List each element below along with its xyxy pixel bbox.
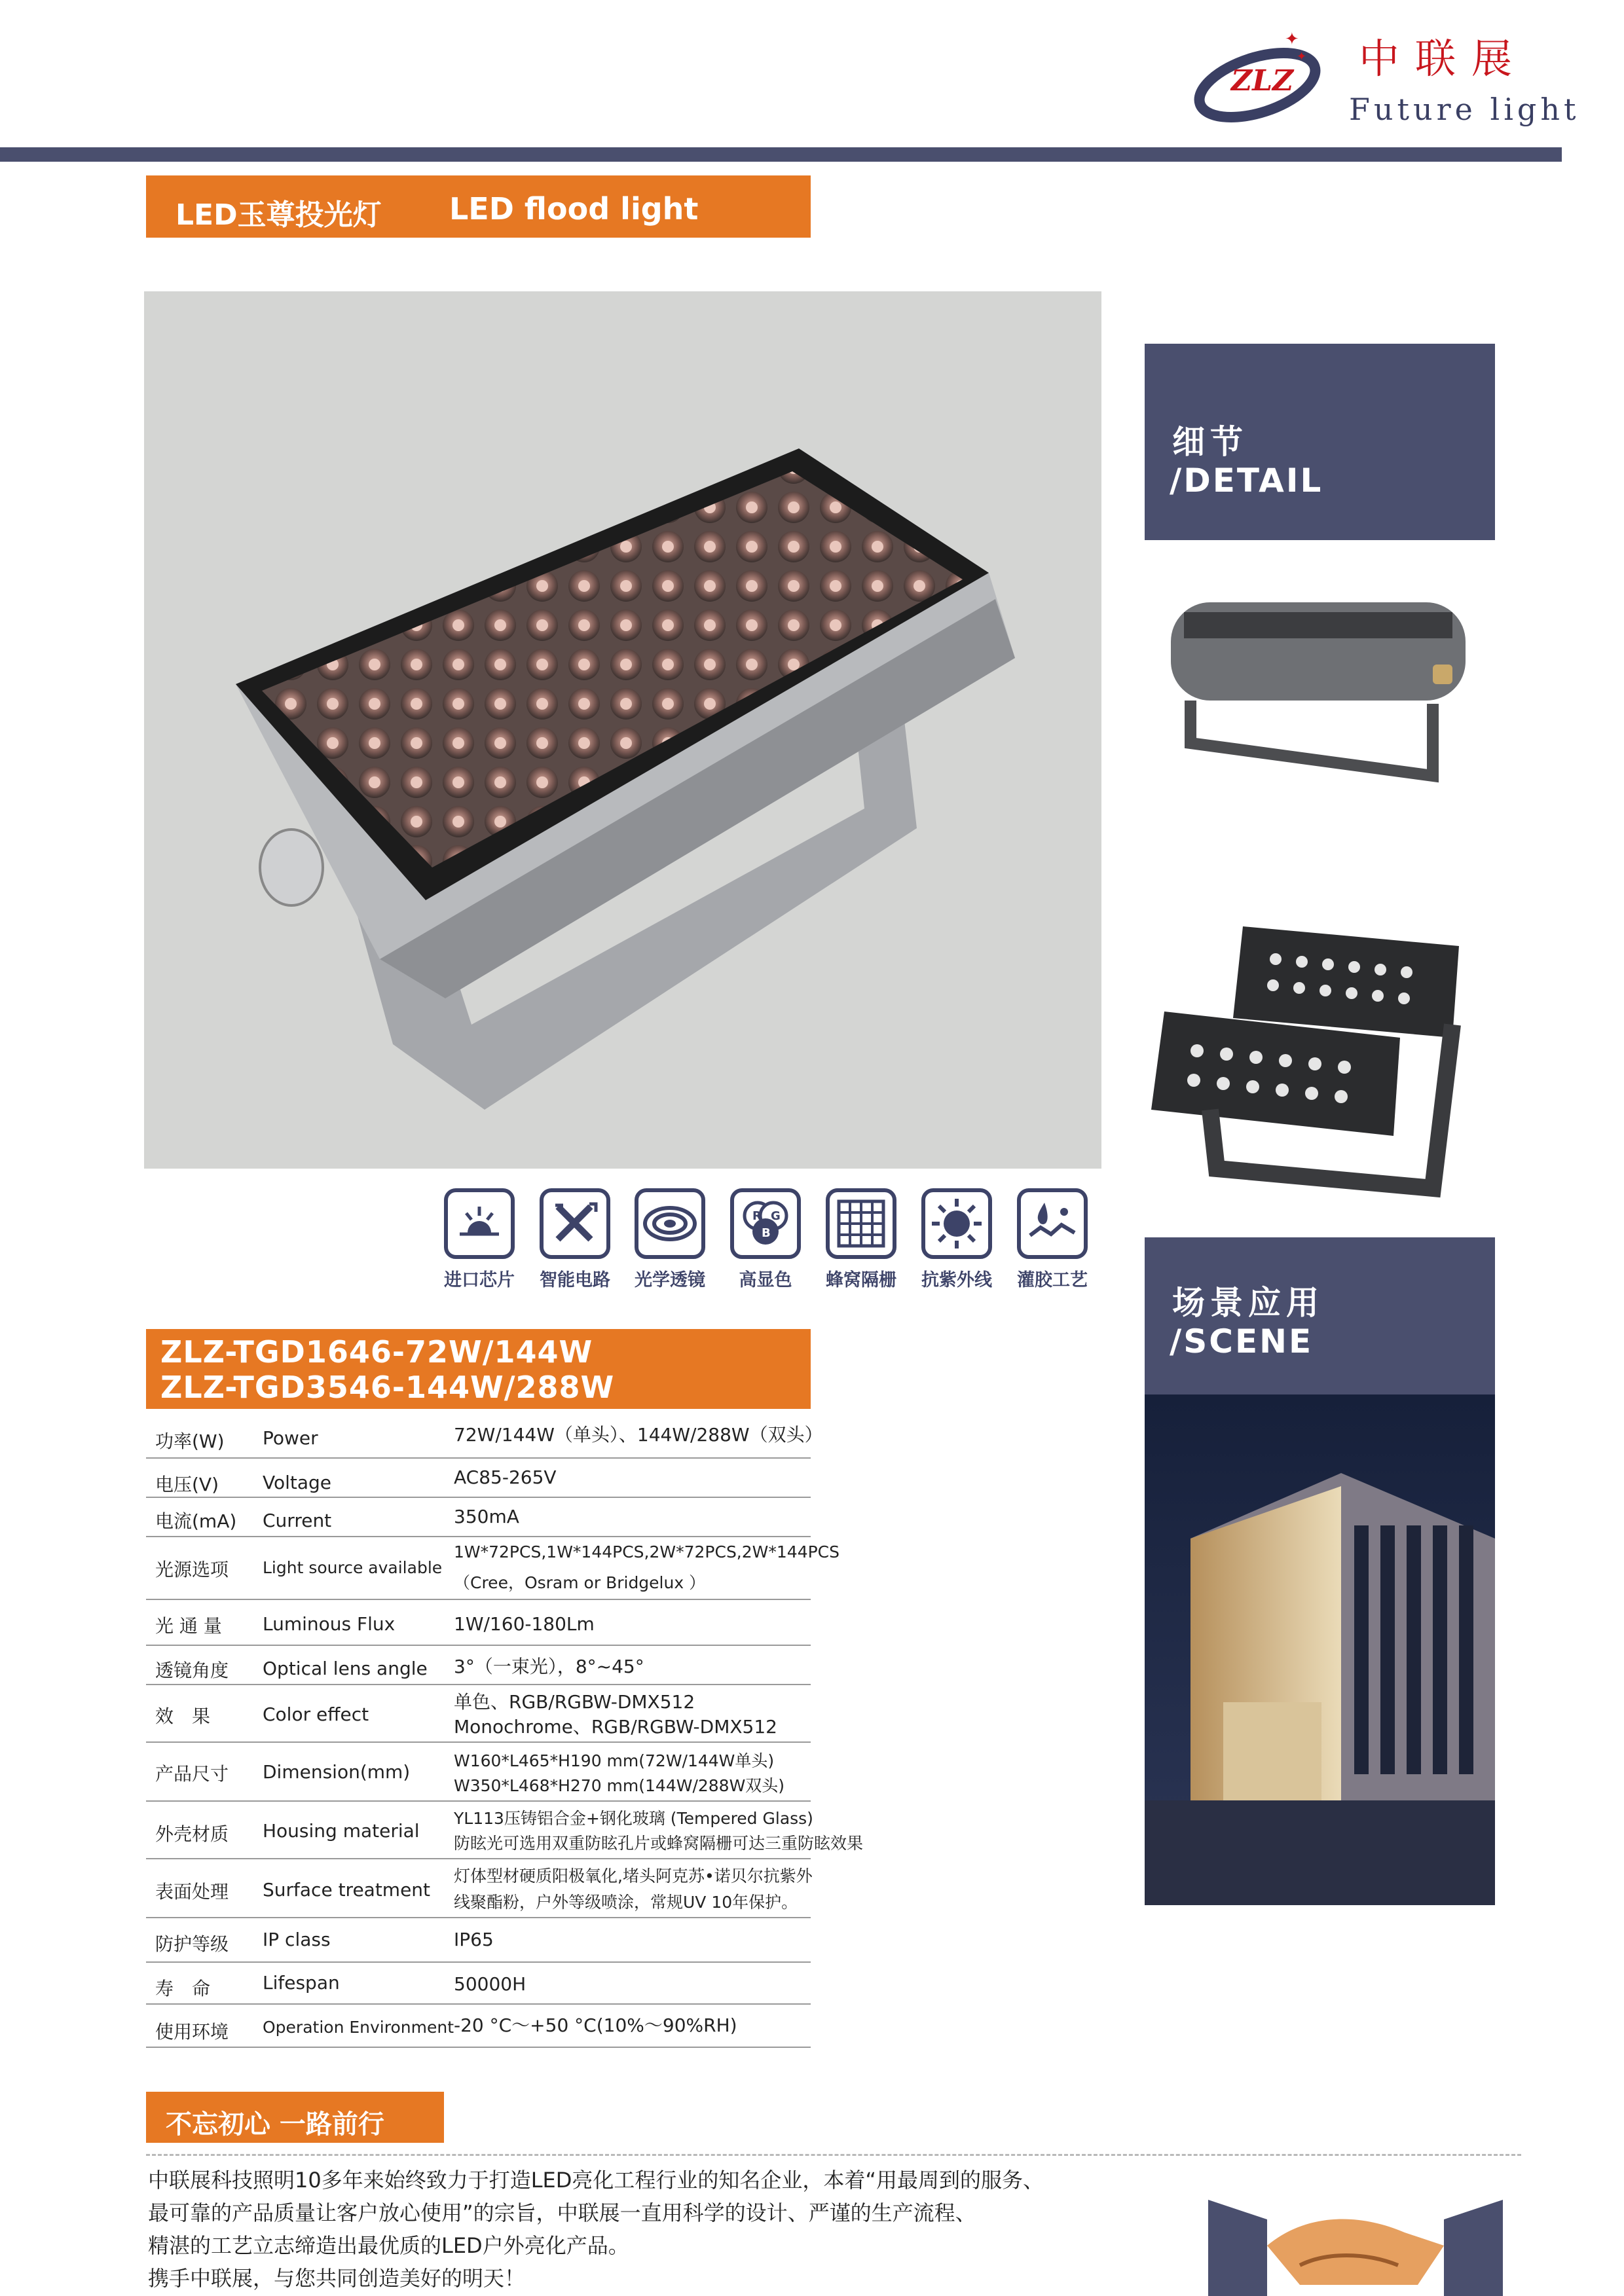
- spec-label-cn: 光源选项: [155, 1559, 229, 1580]
- spec-label-cn: 透镜角度: [155, 1660, 229, 1681]
- spec-value: W160*L465*H190 mm(72W/144W单头): [454, 1751, 775, 1770]
- spec-value: IP65: [454, 1929, 494, 1950]
- glue-icon: [1017, 1188, 1088, 1259]
- svg-text:G: G: [771, 1209, 781, 1223]
- feature-label: 进口芯片: [444, 1270, 515, 1290]
- about-text: 携手中联展，与您共同创造美好的明天！: [148, 2266, 526, 2291]
- spec-value: 1W*72PCS,1W*144PCS,2W*72PCS,2W*144PCS: [454, 1542, 840, 1561]
- detail-title-en: /DETAIL: [1170, 462, 1323, 500]
- spec-label-en: Optical lens angle: [263, 1658, 428, 1679]
- spec-label-en: Dimension(mm): [263, 1761, 411, 1783]
- spec-row: [146, 1414, 823, 1459]
- spec-label-cn: 防护等级: [155, 1933, 229, 1955]
- feature-label: 智能电路: [540, 1270, 610, 1290]
- model-number: ZLZ-TGD1646-72W/144W: [160, 1334, 593, 1370]
- about-text: 中联展科技照明10多年来始终致力于打造LED亮化工程行业的知名企业，本着“用最周到的服务、: [148, 2168, 1044, 2193]
- feature-uv: [914, 1188, 999, 1291]
- spec-label-en: Power: [263, 1427, 318, 1449]
- feature-label: 蜂窝隔栅: [826, 1270, 896, 1290]
- detail-photos: [1145, 540, 1495, 1237]
- spec-value: 72W/144W（单头）、144W/288W（双头）: [454, 1424, 823, 1446]
- spec-row: [146, 1684, 811, 1743]
- brand-logo: [1192, 20, 1329, 131]
- feature-circuit: [532, 1188, 618, 1291]
- feature-grid: [819, 1188, 904, 1291]
- chip-icon: [444, 1188, 515, 1259]
- sun-icon: [921, 1188, 992, 1259]
- svg-text:✦: ✦: [1297, 50, 1307, 64]
- spec-row: [146, 1457, 811, 1498]
- spec-row: [146, 1741, 811, 1802]
- model-banner: [146, 1329, 811, 1409]
- feature-lens: [627, 1188, 712, 1291]
- scene-photo: [1145, 1394, 1495, 1905]
- grid-icon: [826, 1188, 896, 1259]
- spec-label-en: Housing material: [263, 1820, 420, 1842]
- model-number: ZLZ-TGD3546-144W/288W: [160, 1370, 615, 1405]
- building-night-illustration: [1145, 1394, 1495, 1905]
- spec-label-en: Current: [263, 1510, 332, 1531]
- spec-row: [146, 1645, 811, 1685]
- feature-rgb: [723, 1188, 808, 1291]
- spec-label-cn: 光 通 量: [155, 1615, 222, 1637]
- svg-text:B: B: [762, 1226, 771, 1240]
- spec-value: 3°（一束光），8°~45°: [454, 1656, 644, 1677]
- spec-value: 350mA: [454, 1506, 519, 1527]
- scene-header: [1145, 1237, 1495, 1394]
- scene-title-en: /SCENE: [1170, 1322, 1314, 1360]
- handshake-icon: [1208, 2174, 1503, 2296]
- title-banner: [146, 175, 811, 238]
- dashed-divider: [146, 2154, 1521, 2156]
- brand-name-en: Future light: [1349, 92, 1580, 127]
- spec-value: Monochrome、RGB/RGBW-DMX512: [454, 1716, 777, 1738]
- circuit-icon: [540, 1188, 610, 1259]
- spec-label-cn: 寿 命: [155, 1978, 211, 1999]
- spec-label-cn: 功率(W): [155, 1430, 225, 1452]
- spec-label-en: Light source available: [263, 1558, 443, 1577]
- brand-name-cn: 中联展: [1359, 35, 1528, 82]
- spec-value: （Cree，Osram or Bridgelux ）: [454, 1573, 706, 1592]
- spec-value: W350*L468*H270 mm(144W/288W双头): [454, 1776, 785, 1795]
- spec-label-cn: 产品尺寸: [155, 1763, 229, 1785]
- spec-value: 线聚酯粉，户外等级喷涂，常规UV 10年保护。: [454, 1893, 798, 1912]
- spec-label-en: Surface treatment: [263, 1879, 431, 1901]
- detail-illustration: [1145, 540, 1495, 1237]
- spec-row: [146, 2003, 811, 2048]
- spec-value: YL113压铸铝合金+钢化玻璃 (Tempered Glass): [454, 1809, 813, 1828]
- spec-value: 1W/160-180Lm: [454, 1613, 595, 1635]
- spec-value: 单色、RGB/RGBW-DMX512: [454, 1691, 695, 1713]
- lens-icon: [635, 1188, 705, 1259]
- spec-value: 防眩光可选用双重防眩孔片或蜂窝隔栅可达三重防眩效果: [454, 1834, 864, 1853]
- about-text: 精湛的工艺立志缔造出最优质的LED户外亮化产品。: [148, 2233, 629, 2258]
- spec-row: [146, 1961, 811, 2005]
- title-cn: LED玉尊投光灯: [175, 198, 382, 232]
- rgb-icon: [730, 1188, 801, 1259]
- spec-value: 灯体型材硬质阳极氧化,堵头阿克苏•诺贝尔抗紫外: [454, 1867, 813, 1886]
- spec-value: 50000H: [454, 1973, 526, 1995]
- product-photo: [144, 291, 1101, 1169]
- detail-header: [1145, 344, 1495, 540]
- feature-label: 灌胶工艺: [1017, 1270, 1088, 1290]
- logo-text: ZLZ: [1231, 64, 1294, 98]
- spec-label-en: Operation Environment: [263, 2018, 454, 2037]
- spec-row: [146, 1858, 811, 1918]
- spec-row: [146, 1536, 840, 1600]
- spec-row: [146, 1800, 864, 1859]
- spec-row: [146, 1917, 811, 1963]
- spec-label-cn: 外壳材质: [155, 1823, 229, 1845]
- spec-label-cn: 使用环境: [155, 2021, 229, 2043]
- spec-value: AC85-265V: [454, 1467, 557, 1488]
- about-text: 最可靠的产品质量让客户放心使用”的宗旨，中联展一直用科学的设计、严谨的生产流程、: [148, 2200, 976, 2225]
- spec-label-cn: 效 果: [155, 1705, 211, 1727]
- svg-text:✦: ✦: [1285, 29, 1299, 49]
- spec-label-en: Color effect: [263, 1704, 369, 1725]
- feature-chip: [437, 1188, 522, 1291]
- feature-label: 光学透镜: [635, 1270, 705, 1290]
- detail-title-cn: 细节: [1172, 423, 1248, 461]
- spec-label-en: Lifespan: [263, 1972, 340, 1994]
- spec-label-en: IP class: [263, 1929, 331, 1950]
- spec-label-cn: 表面处理: [155, 1881, 229, 1903]
- slogan-banner: [146, 2092, 444, 2143]
- spec-row: [146, 1599, 811, 1646]
- slogan-text: 不忘初心 一路前行: [166, 2109, 384, 2140]
- header-rule: [0, 147, 1562, 162]
- spec-label-en: Voltage: [263, 1472, 332, 1493]
- spec-row: [146, 1497, 811, 1537]
- spec-value: -20 °C～+50 °C(10%～90%RH): [454, 2014, 737, 2036]
- title-en: LED flood light: [449, 191, 699, 227]
- spec-label-cn: 电压(V): [155, 1474, 219, 1495]
- scene-title-cn: 场景应用: [1172, 1284, 1324, 1322]
- flood-light-illustration: [144, 291, 1101, 1169]
- feature-glue: [1010, 1188, 1095, 1291]
- spec-label-cn: 电流(mA): [155, 1510, 237, 1532]
- spec-label-en: Luminous Flux: [263, 1613, 396, 1635]
- svg-text:R: R: [752, 1209, 762, 1223]
- feature-label: 高显色: [739, 1270, 792, 1290]
- feature-label: 抗紫外线: [921, 1270, 992, 1290]
